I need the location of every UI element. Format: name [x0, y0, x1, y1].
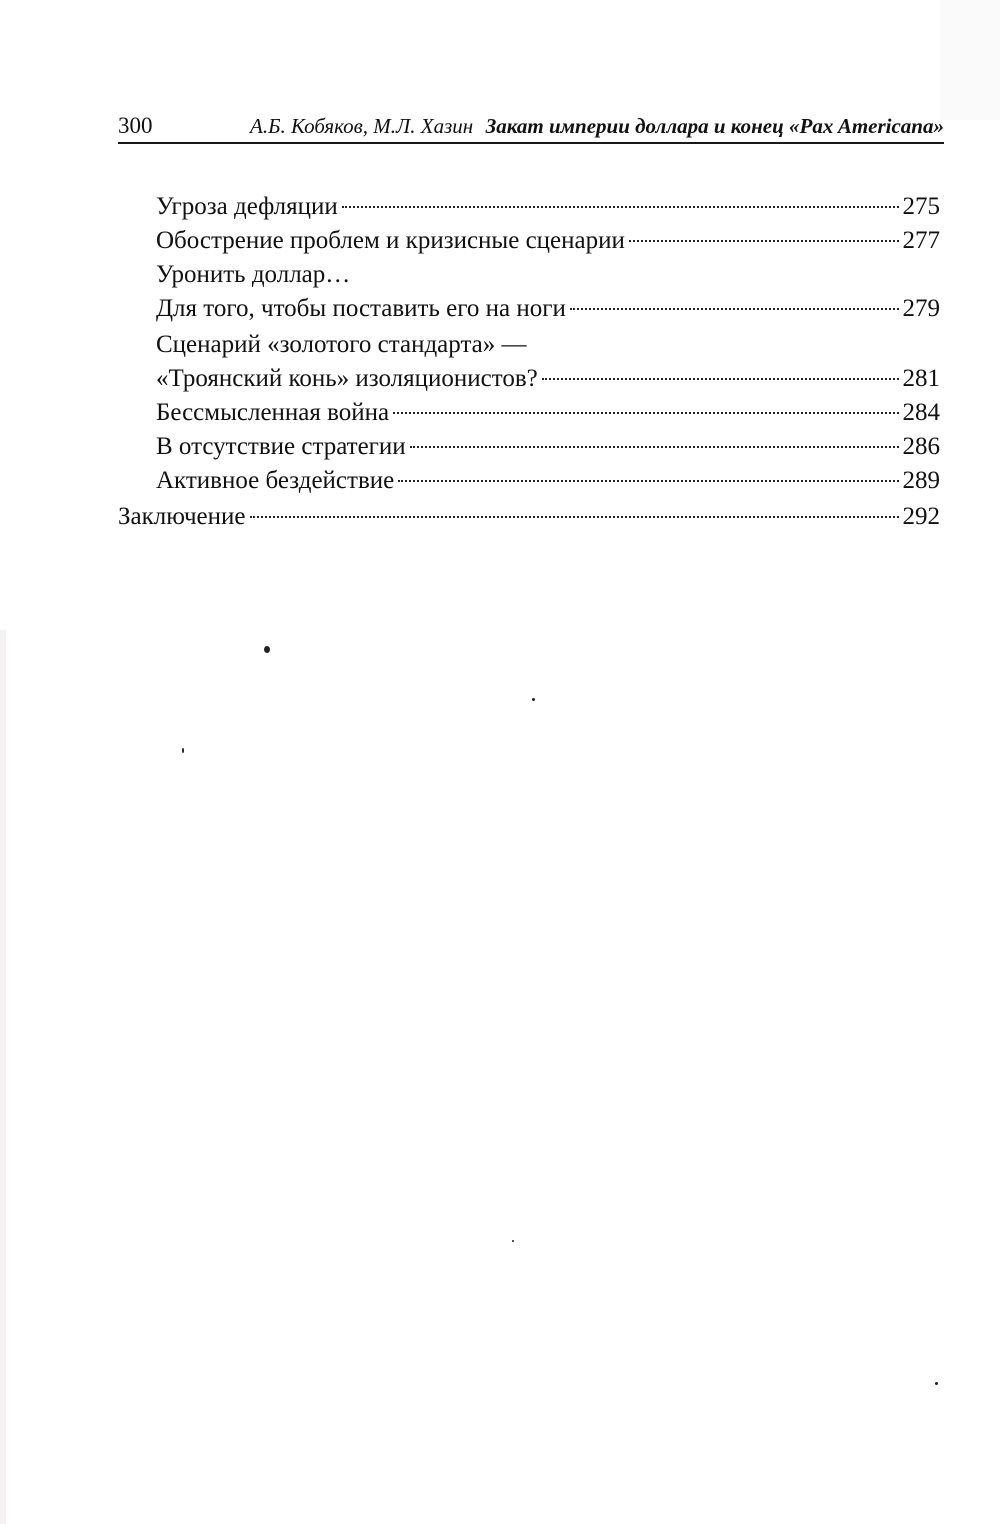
toc-entry[interactable]	[156, 430, 940, 464]
toc-leader-dots	[250, 516, 899, 518]
toc-entry-title: Заключение	[118, 503, 246, 530]
scan-speck	[935, 1382, 938, 1385]
toc-entry-title: Обострение проблем и кризисные сценарии	[156, 227, 625, 254]
toc-entry[interactable]	[156, 258, 350, 292]
toc-entry[interactable]	[156, 328, 527, 362]
toc-entry-title: Уронить доллар…	[156, 261, 351, 288]
scan-speck	[264, 646, 270, 653]
toc-leader-dots	[410, 446, 899, 448]
toc-entry[interactable]	[156, 362, 940, 396]
scan-speck	[532, 698, 535, 701]
page-corner	[940, 0, 1000, 120]
toc-entry-title: «Троянский конь» изоляционистов?	[156, 365, 538, 392]
toc-entry[interactable]	[156, 292, 940, 326]
toc-leader-dots	[542, 378, 899, 380]
toc-entry-title: Сценарий «золотого стандарта» —	[156, 331, 527, 358]
page-edge-shadow	[0, 630, 6, 1524]
toc-entry-page: 279	[902, 295, 940, 322]
running-head-authors: А.Б. Кобяков, М.Л. Хазин	[250, 114, 474, 138]
running-head	[118, 112, 944, 144]
scan-speck	[182, 748, 184, 753]
scan-speck	[512, 1240, 514, 1242]
toc-entry[interactable]	[156, 190, 940, 224]
toc-entry-page: 277	[902, 227, 940, 254]
toc-entry[interactable]	[118, 500, 940, 534]
toc-entry[interactable]	[156, 464, 940, 498]
toc-entry-title: Бессмысленная война	[156, 399, 390, 426]
toc-entry-title: Угроза дефляции	[156, 193, 338, 220]
toc-entry-page: 289	[902, 467, 940, 494]
toc-entry-page: 284	[902, 399, 940, 426]
toc-entry-title: Активное бездействие	[156, 467, 395, 494]
toc-leader-dots	[570, 308, 899, 310]
toc-entry[interactable]	[156, 396, 940, 430]
toc-leader-dots	[398, 480, 898, 482]
toc-leader-dots	[629, 240, 899, 242]
toc-entry-title: Для того, чтобы поставить его на ноги	[156, 295, 566, 322]
toc-entry-page: 286	[902, 433, 940, 460]
running-head-title: Закат империи доллара и конец «Pax Americana»	[485, 114, 944, 138]
toc-entry-page: 292	[902, 503, 940, 530]
toc-entry-page: 275	[902, 193, 940, 220]
page-number: 300	[118, 113, 153, 138]
toc-leader-dots	[342, 206, 899, 208]
toc-entry-page: 281	[902, 365, 940, 392]
toc-leader-dots	[393, 412, 898, 414]
toc-entry-title: В отсутствие стратегии	[156, 433, 406, 460]
toc-entry[interactable]	[156, 224, 940, 258]
